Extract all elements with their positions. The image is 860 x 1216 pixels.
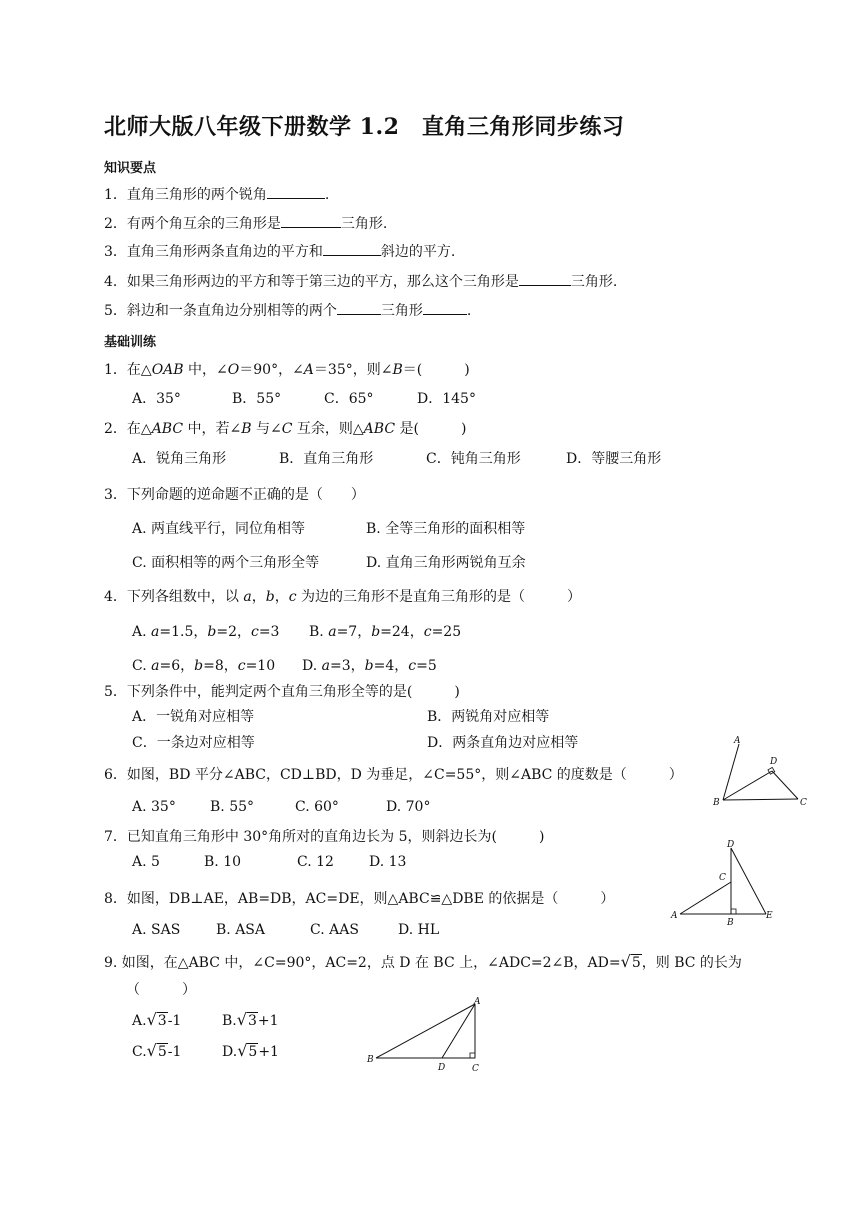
knowledge-text: 2．有两个角互余的三角形是 [104, 216, 281, 232]
opt-val: +1 [257, 1013, 279, 1029]
q9-label-d: D [438, 1063, 446, 1073]
question-4 [104, 586, 581, 606]
q6-label-a: A [734, 736, 741, 746]
radicand: 5 [631, 955, 641, 971]
sqrt: √5 [146, 1041, 167, 1060]
answer-blank[interactable] [281, 213, 341, 228]
q5-option-c[interactable]: C．一条边对应相等 [132, 735, 255, 751]
var: c [237, 658, 246, 674]
stem-text: 1．在△ [104, 362, 152, 378]
sqrt: √3 [236, 1010, 257, 1029]
stem-text: ＝( ) [402, 362, 470, 378]
q4-option-d[interactable] [302, 655, 437, 675]
opt-val: =24， [380, 624, 424, 640]
opt-val: =7， [336, 624, 372, 640]
var: O [227, 362, 240, 378]
section-basic: 基础训练 [104, 335, 157, 350]
var: b [371, 624, 381, 640]
opt-label: B. [222, 1013, 237, 1029]
opt-label: C. [132, 1044, 147, 1060]
q9-option-b[interactable] [222, 1010, 279, 1029]
opt-label: A. [132, 624, 152, 640]
q4-option-c[interactable] [132, 655, 275, 675]
q5-option-b[interactable]: B．两锐角对应相等 [427, 709, 550, 725]
q3-option-a[interactable]: A. 两直线平行，同位角相等 [132, 521, 306, 537]
q9-option-d[interactable] [222, 1041, 279, 1060]
stem-text: 为边的三角形不是直角三角形的是（ ） [296, 589, 581, 605]
radicand: 3 [247, 1013, 257, 1029]
question-9 [104, 952, 742, 972]
var: OAB [151, 362, 184, 378]
var: a [321, 658, 330, 674]
var: a [243, 589, 252, 605]
sqrt: √3 [146, 1010, 167, 1029]
q1-option-a[interactable]: A．35° [132, 391, 181, 407]
q6-figure [705, 730, 815, 810]
stem-text: 互余，则△ [292, 421, 364, 437]
opt-label: D. [222, 1044, 238, 1060]
q8-label-e: E [766, 911, 773, 921]
q9-line-ad [442, 1004, 475, 1058]
q9-right-angle-mark [470, 1053, 475, 1058]
var: c [250, 624, 259, 640]
var: c [408, 658, 417, 674]
radicand: 3 [157, 1013, 167, 1029]
var: c [423, 624, 432, 640]
question-7: 7．已知直角三角形中 30°角所对的直角边长为 5，则斜边长为( ) [104, 829, 545, 845]
stem-text: 中，若∠ [183, 421, 242, 437]
q9-label-a: A [474, 997, 481, 1007]
var: b [194, 658, 204, 674]
answer-blank[interactable] [337, 300, 381, 315]
knowledge-text: 斜边的平方. [380, 244, 456, 260]
q6-option-d[interactable]: D. 70° [386, 799, 431, 815]
knowledge-item-3 [104, 241, 455, 261]
q7-option-d[interactable]: D. 13 [369, 854, 407, 870]
q7-option-c[interactable]: C. 12 [297, 854, 334, 870]
knowledge-text: 三角形. [570, 274, 618, 290]
stem-text: 中，∠ [183, 362, 228, 378]
q8-figure [665, 836, 785, 928]
knowledge-item-2 [104, 213, 387, 233]
opt-val: =10 [245, 658, 276, 674]
var: b [364, 658, 374, 674]
var: A [303, 362, 314, 378]
q6-label-d: D [770, 757, 778, 767]
q8-line-ac [680, 882, 731, 914]
knowledge-text: 三角形. [340, 216, 388, 232]
q9-label-c: C [472, 1064, 479, 1074]
q1-option-d[interactable]: D．145° [417, 391, 476, 407]
q4-option-b[interactable] [309, 621, 461, 641]
q9-paren: （ ） [126, 982, 196, 998]
q6-option-b[interactable]: B. 55° [210, 799, 255, 815]
var: a [151, 658, 160, 674]
question-6: 6．如图，BD 平分∠ABC，CD⊥BD，D 为垂足，∠C=55°，则∠ABC 的度数是（ ） [104, 767, 683, 783]
opt-label: A. [132, 1013, 147, 1029]
knowledge-item-4 [104, 271, 617, 291]
opt-label: B. [309, 624, 329, 640]
question-8: 8．如图，DB⊥AE，AB=DB，AC=DE，则△ABC≌△DBE 的依据是（ ） [104, 891, 615, 907]
q9-label-b: B [367, 1055, 374, 1065]
question-5: 5．下列条件中，能判定两个直角三角形全等的是( ) [104, 684, 460, 700]
stem-text: ，则 BC 的长为 [641, 955, 742, 971]
opt-val: =8， [203, 658, 238, 674]
sqrt: √5 [237, 1041, 258, 1060]
q2-option-d[interactable]: D．等腰三角形 [566, 451, 662, 467]
q6-label-c: C [800, 798, 807, 808]
q6-line-bc [723, 799, 798, 800]
opt-label: C. [132, 658, 152, 674]
q9-line-ab [376, 1004, 475, 1058]
opt-val: -1 [167, 1044, 182, 1060]
q2-option-a[interactable]: A．锐角三角形 [132, 451, 227, 467]
opt-val: =3 [258, 624, 280, 640]
knowledge-text: 5．斜边和一条直角边分别相等的两个 [104, 303, 337, 319]
knowledge-text: 4．如果三角形两边的平方和等于第三边的平方，那么这个三角形是 [104, 274, 519, 290]
knowledge-text: . [466, 303, 472, 319]
stem-text: 是( ) [395, 421, 467, 437]
var: ABC [151, 421, 184, 437]
q1-option-c[interactable]: C．65° [324, 391, 374, 407]
knowledge-text: . [324, 187, 330, 203]
q2-option-c[interactable]: C．钝角三角形 [426, 451, 521, 467]
knowledge-text: 3．直角三角形两条直角边的平方和 [104, 244, 323, 260]
opt-val: =6， [159, 658, 195, 674]
stem-text: ＝35°，则∠ [313, 362, 393, 378]
q8-label-a: A [671, 911, 678, 921]
answer-blank[interactable] [423, 300, 467, 315]
q1-option-b[interactable]: B．55° [232, 391, 282, 407]
stem-text: 2．在△ [104, 421, 152, 437]
stem-text: ， [251, 589, 266, 605]
q5-option-d[interactable]: D．两条直角边对应相等 [427, 735, 579, 751]
var: ABC [363, 421, 396, 437]
q8-label-d: D [727, 840, 735, 850]
opt-val: +1 [258, 1044, 279, 1060]
q8-option-c[interactable]: C. AAS [310, 922, 359, 938]
var: C [281, 421, 293, 437]
radicand: 5 [248, 1044, 258, 1060]
q8-label-c: C [719, 873, 726, 883]
section-knowledge: 知识要点 [104, 161, 157, 176]
opt-val: =25 [431, 624, 462, 640]
q8-right-angle-mark [731, 909, 736, 914]
q8-option-b[interactable]: B. ASA [216, 922, 265, 938]
var: a [151, 624, 160, 640]
q7-option-a[interactable]: A. 5 [132, 854, 160, 870]
radicand: 5 [157, 1044, 167, 1060]
question-3: 3．下列命题的逆命题不正确的是（ ） [104, 487, 365, 503]
var: c [288, 589, 297, 605]
answer-blank[interactable] [519, 271, 571, 286]
opt-val: =5 [416, 658, 437, 674]
q4-option-a[interactable] [132, 621, 279, 641]
q8-line-de [731, 848, 766, 914]
q7-option-b[interactable]: B. 10 [204, 854, 242, 870]
q3-option-c[interactable]: C. 面积相等的两个三角形全等 [132, 555, 320, 571]
var: b [207, 624, 217, 640]
knowledge-item-1 [104, 184, 329, 204]
q9-figure [362, 996, 492, 1076]
stem-text: ， [274, 589, 289, 605]
q9-option-c[interactable] [132, 1041, 181, 1060]
q3-option-b[interactable]: B. 全等三角形的面积相等 [366, 521, 526, 537]
stem-text: ＝90°，∠ [239, 362, 304, 378]
var: b [265, 589, 275, 605]
opt-val: =4， [373, 658, 409, 674]
opt-val: =3， [330, 658, 365, 674]
var: a [328, 624, 337, 640]
q6-line-dc [772, 771, 798, 799]
opt-val: -1 [167, 1013, 182, 1029]
answer-blank[interactable] [323, 241, 381, 256]
q9-option-a[interactable] [132, 1010, 181, 1029]
knowledge-text: 三角形 [380, 303, 423, 319]
knowledge-text: 1．直角三角形的两个锐角 [104, 187, 267, 203]
q8-label-b: B [727, 918, 734, 928]
stem-text: 与∠ [251, 421, 282, 437]
q5-option-a[interactable]: A．一锐角对应相等 [132, 709, 255, 725]
q8-option-d[interactable]: D. HL [398, 922, 440, 938]
knowledge-item-5 [104, 300, 471, 320]
opt-label: D. [302, 658, 322, 674]
q3-option-d[interactable]: D. 直角三角形两锐角互余 [366, 555, 526, 571]
opt-val: =1.5， [159, 624, 208, 640]
q6-option-a[interactable]: A. 35° [132, 799, 176, 815]
opt-val: =2， [216, 624, 251, 640]
stem-text: 9. 如图，在△ABC 中，∠C=90°，AC=2，点 D 在 BC 上，∠ADC=2∠B，AD= [104, 955, 621, 971]
stem-text: 4．下列各组数中，以 [104, 589, 244, 605]
q6-option-c[interactable]: C. 60° [295, 799, 339, 815]
q8-option-a[interactable]: A. SAS [132, 922, 181, 938]
var: B [392, 362, 403, 378]
question-1 [104, 359, 470, 379]
var: B [241, 421, 252, 437]
q6-label-b: B [713, 798, 720, 808]
page-title: 北师大版八年级下册数学 1.2 直角三角形同步练习 [104, 114, 625, 140]
sqrt: √5 [620, 952, 641, 971]
q2-option-b[interactable]: B．直角三角形 [279, 451, 374, 467]
question-2 [104, 418, 466, 438]
answer-blank[interactable] [267, 184, 325, 199]
